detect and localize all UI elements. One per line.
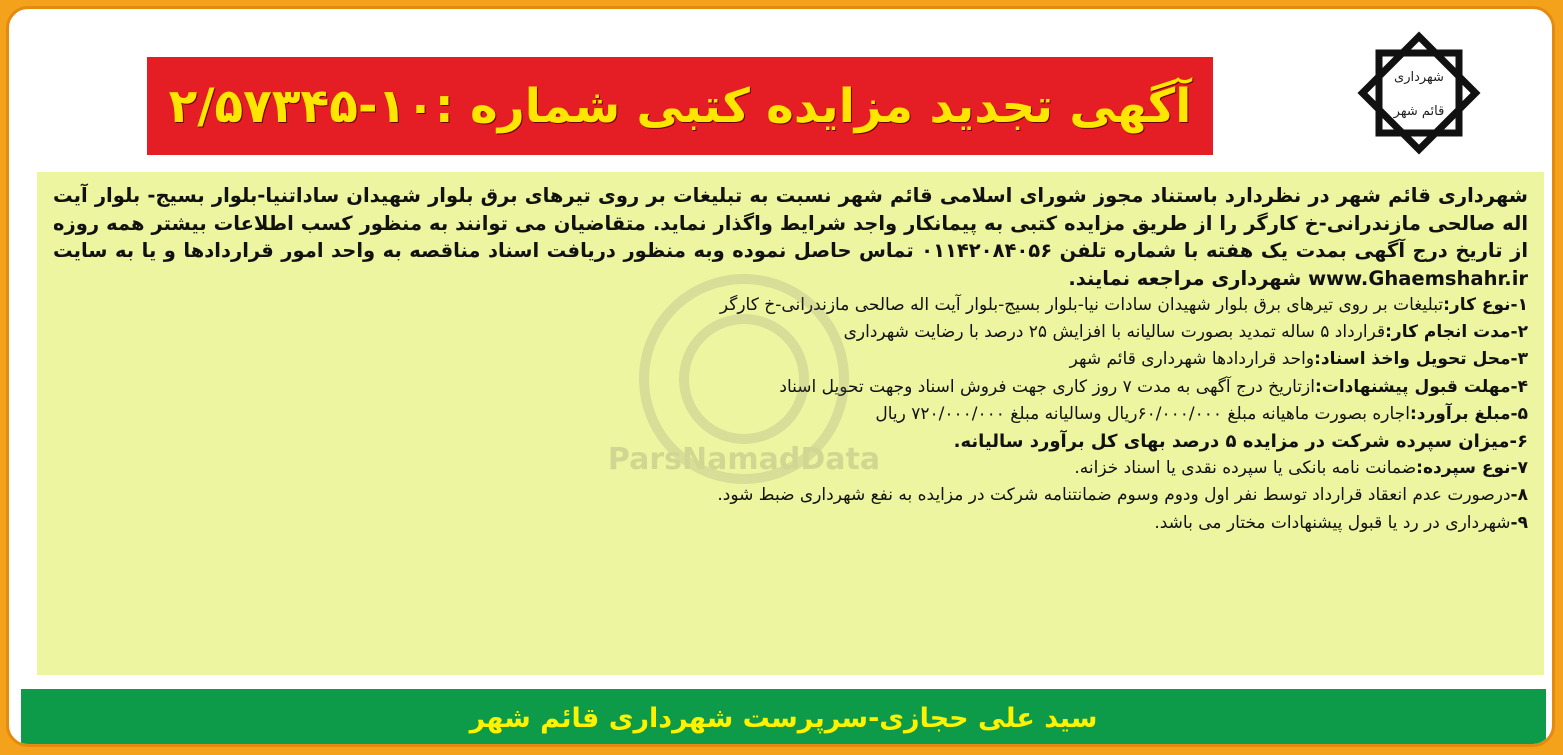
logo-text-line1: شهرداری	[1394, 70, 1444, 85]
signature-text: سید علی حجازی-سرپرست شهرداری قائم شهر	[469, 702, 1098, 734]
condition-label: مبلغ برآورد:	[1409, 403, 1511, 424]
signature-bar	[21, 689, 1546, 747]
star-emblem-icon	[1348, 18, 1490, 168]
condition-item	[53, 346, 1528, 373]
notice-body	[37, 172, 1544, 675]
condition-text: تبلیغات بر روی تیرهای برق بلوار شهیدان سادات نیا-بلوار بسیج-بلوار آیت اله صالحی مازندرانی-خ کارگر	[719, 295, 1444, 315]
condition-label: نوع سپرده:	[1416, 458, 1511, 479]
condition-number: ۴-	[1510, 376, 1528, 397]
condition-number: ۱-	[1510, 295, 1528, 315]
condition-text: قرارداد ۵ ساله تمدید بصورت سالیانه با افزایش ۲۵ درصد با رضایت شهرداری	[843, 322, 1386, 343]
condition-label: مهلت قبول پیشنهادات:	[1314, 376, 1511, 397]
condition-number: ۷-	[1510, 458, 1528, 479]
condition-number: ۸-	[1510, 485, 1528, 506]
condition-text: اجاره بصورت ماهیانه مبلغ ۶۰/۰۰۰/۰۰۰ریال وسالیانه مبلغ ۷۲۰/۰۰۰/۰۰۰ ریال	[875, 403, 1410, 424]
condition-item	[53, 510, 1528, 537]
condition-text: میزان سپرده شرکت در مزایده ۵ درصد بهای کل برآورد سالیانه.	[953, 431, 1510, 453]
condition-text: ازتاریخ درج آگهی به مدت ۷ روز کاری جهت فروش اسناد وجهت تحویل اسناد	[779, 376, 1315, 397]
condition-text: واحد قراردادها شهرداری قائم شهر	[1069, 349, 1315, 370]
condition-item	[53, 401, 1528, 428]
condition-number: ۹-	[1510, 512, 1528, 533]
condition-number: ۳-	[1510, 349, 1528, 370]
condition-item	[53, 482, 1528, 509]
condition-label: محل تحویل واخذ اسناد:	[1314, 349, 1511, 370]
condition-item	[53, 428, 1528, 455]
condition-item	[53, 292, 1528, 319]
conditions-list	[53, 292, 1528, 537]
condition-item	[53, 319, 1528, 346]
condition-text: ضمانت نامه بانکی یا سپرده نقدی یا اسناد خزانه.	[1074, 458, 1417, 479]
condition-label: مدت انجام کار:	[1385, 322, 1511, 343]
intro-paragraph: شهرداری قائم شهر در نظردارد باستناد مجوز شورای اسلامی قائم شهر نسبت به تبلیغات بر روی تیرهای برق بلوار شهیدان ساداتنیا-بلوار بسیج- بلوار آیت اله صالحی مازندرانی-خ کارگر را از طریق مزایده کتبی به پیمانکار واجد شرایط واگذار نماید. متقاضیان می توانند به منظور کسب اطلاعات بیشتر همه روزه از تاریخ درج آگهی بمدت یک هفته با شماره تلفن ۰۱۱۴۲۰۸۴۰۵۶ تماس حاصل نموده وبه منظور دریافت اسناد مناقصه به واحد امور قراردادها و یا به سایت www.Ghaemshahr.ir شهرداری مراجعه نمایند.	[53, 184, 1528, 290]
condition-text: شهرداری در رد یا قبول پیشنهادات مختار می باشد.	[1154, 512, 1511, 533]
condition-label: نوع کار:	[1443, 295, 1511, 315]
municipality-logo	[1348, 18, 1490, 168]
title-banner	[147, 57, 1213, 155]
condition-number: ۶-	[1509, 431, 1528, 453]
condition-text: درصورت عدم انعقاد قرارداد توسط نفر اول ودوم وسوم ضمانتنامه شرکت در مزایده به نفع شهرداری ضبط شود.	[717, 485, 1511, 506]
logo-text-line2: قائم شهر	[1393, 104, 1445, 119]
condition-item	[53, 455, 1528, 482]
notice-frame	[6, 6, 1555, 747]
condition-item	[53, 374, 1528, 401]
notice-title: آگهی تجدید مزایده کتبی شماره :۱۰-۲/۵۷۳۴۵	[168, 78, 1192, 134]
condition-number: ۲-	[1510, 322, 1528, 343]
condition-number: ۵-	[1510, 403, 1528, 424]
